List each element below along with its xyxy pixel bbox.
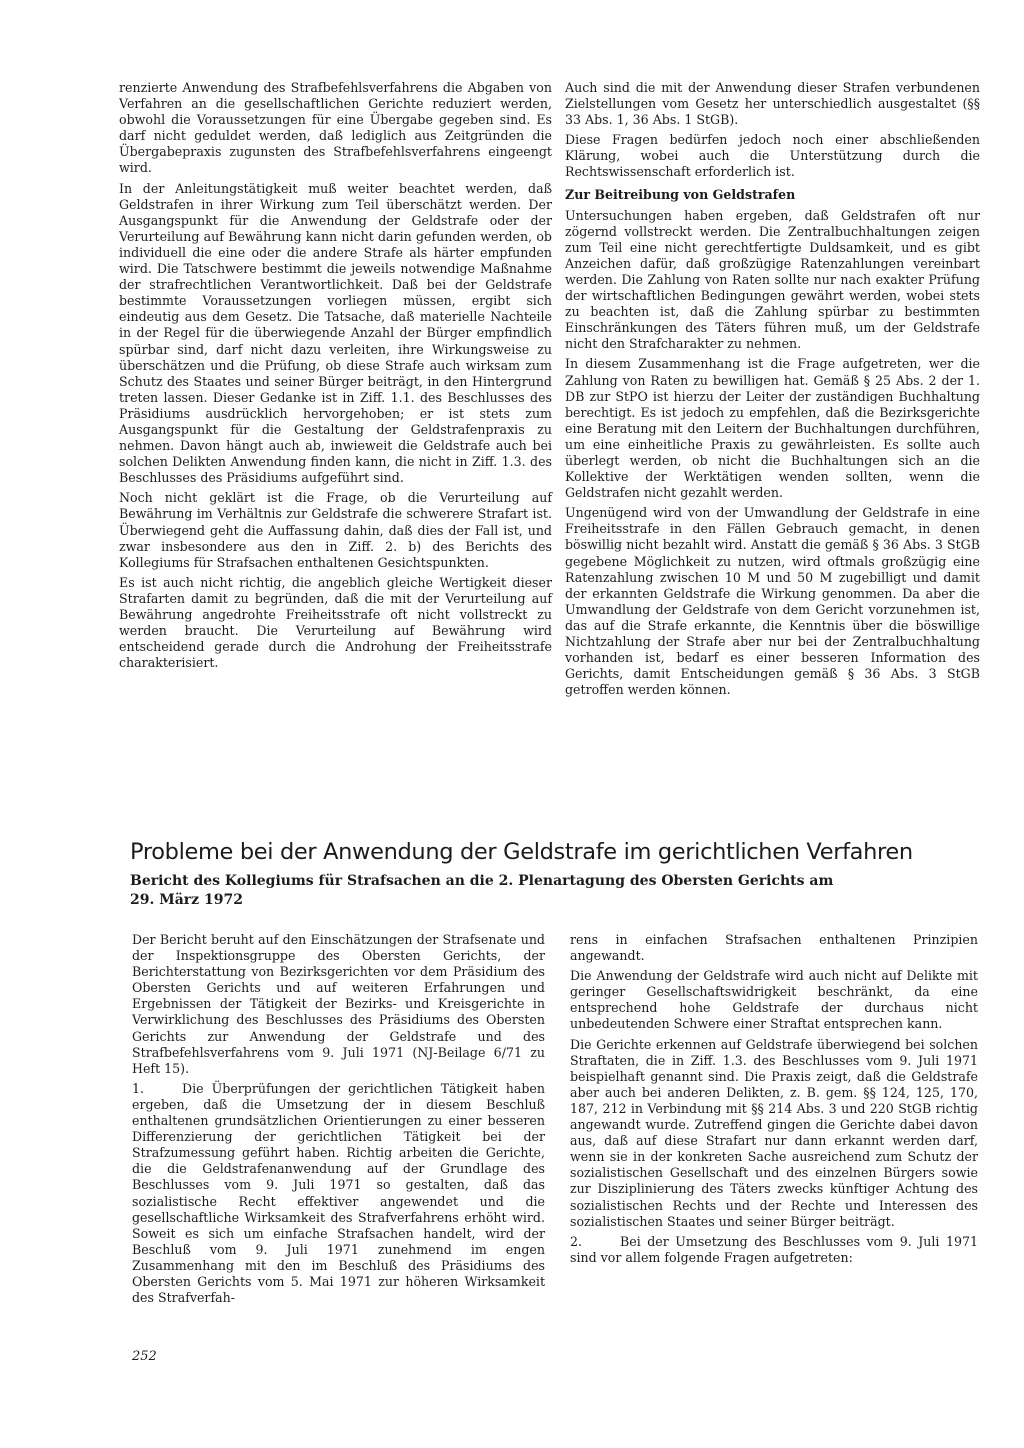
top-left-column <box>119 80 552 671</box>
section-1-paragraph <box>132 1081 545 1306</box>
section-2-paragraph <box>570 1234 978 1266</box>
paragraph: Untersuchungen haben ergeben, daß Geldstrafen oft nur zögernd vollstreckt werden. Die Zentralbuchhaltungen zeigen zum Teil eine nicht gerechtfertigte Duldsamkeit, und es gibt Anzeichen dafür, daß großzügige Ratenzahlungen vereinbart werden. Die Zahlung von Raten sollte nur nach exakter Prüfung der wirtschaftlichen Bedingungen gewährt werden, wobei stets zu beachten ist, daß die Zahlung spürbar zu bestimmten Einschränkungen des Täters führen muß, um der Geldstrafe nicht den Strafcharakter zu nehmen. <box>565 207 980 352</box>
bottom-right-column <box>570 932 978 1266</box>
article-title: Probleme bei der Anwendung der Geldstrafe im gerichtlichen Verfahren <box>130 839 913 865</box>
section-heading: Zur Beitreibung von Geldstrafen <box>565 186 796 202</box>
paragraph: In der Anleitungstätigkeit muß weiter beachtet werden, daß Geldstrafen in ihrer Wirkung zum Teil überschätzt werden. Der Ausgangspunkt für die Anwendung der Geldstrafe oder der Verurteilung auf Bewährung kann nicht darin gefunden werden, ob individuell die eine oder die andere Strafe als härter empfunden wird. Die Tatschwere bestimmt die jeweils notwendige Maßnahme der strafrechtlichen Verantwortlichkeit. Daß bei der Geldstrafe bestimmte Voraussetzungen vorliegen müssen, ergibt sich eindeutig aus dem Gesetz. Die Tatsache, daß materielle Nachteile in der Regel für die überwiegende Anzahl der Bürger empfindlich spürbar sind, darf nicht dazu verleiten, ihre Wirkungsweise zu überschätzen und die Prüfung, ob diese Strafe auch wirksam zum Schutz des Staates und seiner Bürger beiträgt, in den Hintergrund treten lassen. Dieser Gedanke ist in Ziff. 1.1. des Beschlusses des Präsidiums ausdrücklich hervorgehoben; er ist stets zum Ausgangspunkt für die Gestaltung der Geldstrafenpraxis zu nehmen. Davon hängt auch ab, inwieweit die Geldstrafe auch bei solchen Delikten Anwendung finden kann, die nicht in Ziff. 1.3. des Beschlusses des Präsidiums aufgeführt sind. <box>119 180 552 486</box>
paragraph: Die Anwendung der Geldstrafe wird auch nicht auf Delikte mit geringer Gesellschaftswidrigkeit beschränkt, da eine entsprechend hohe Geldstrafe der durchaus nicht unbedeutenden Schwere einer Straftat entsprechen kann. <box>570 968 978 1032</box>
section-1-number: 1. <box>132 1080 145 1096</box>
paragraph: Es ist auch nicht richtig, die angeblich gleiche Wertigkeit dieser Strafarten damit zu begründen, daß die mit der Verurteilung auf Bewährung angedrohte Freiheitsstrafe oft nicht vollstreckt zu werden braucht. Die Verurteilung auf Bewährung wird entscheidend gerade durch die Androhung der Freiheitsstrafe charakterisiert. <box>119 574 552 671</box>
section-1-text: Die Überprüfungen der gerichtlichen Tätigkeit haben ergeben, daß die Umsetzung der in diesem Beschluß enthaltenen grundsätzlichen Orientierungen zu einer besseren Differenzierung der gerichtlichen Tätigkeit bei der Strafzumessung geführt haben. Richtig arbeiten die Gerichte, die die Geldstrafenanwendung auf der Grundlage des Beschlusses vom 9. Juli 1971 so gestalten, daß das sozialistische Recht effektiver angewendet und die gesellschaftliche Wirksamkeit des Strafverfahrens erhöht wird. Soweit es sich um einfache Strafsachen handelt, wird der Beschluß vom 9. Juli 1971 zunehmend im engen Zusammenhang mit den im Beschluß des Präsidiums des Obersten Gerichts vom 5. Mai 1971 zur höheren Wirksamkeit des Strafverfah- <box>132 1080 545 1306</box>
section-2-text: Bei der Umsetzung des Beschlusses vom 9. Juli 1971 sind vor allem folgende Fragen aufgetreten: <box>570 1233 978 1265</box>
paragraph: Ungenügend wird von der Umwandlung der Geldstrafe in eine Freiheitsstrafe in den Fällen Gebrauch gemacht, in denen böswillig nicht bezahlt wird. Anstatt die gemäß § 36 Abs. 3 StGB gegebene Möglichkeit zu nutzen, wird oftmals großzügig eine Ratenzahlung zwischen 10 M und 50 M zugebilligt und damit der erkannten Geldstrafe die Wirkung genommen. Da aber die Umwandlung der Geldstrafe von dem Gericht vorzunehmen ist, das auf die Strafe erkannte, die Kenntnis über die böswillige Nichtzahlung der Strafe aber nur bei der Zentralbuchhaltung vorhanden ist, bedarf es einer besseren Information des Gerichts, damit Entscheidungen gemäß § 36 Abs. 3 StGB getroffen werden können. <box>565 505 980 698</box>
paragraph: renzierte Anwendung des Strafbefehlsverfahrens die Abgaben von Verfahren an die gesellschaftlichen Gerichte reduziert werden, obwohl die Voraussetzungen für eine Übergabe gegeben sind. Es darf nicht geduldet werden, daß lediglich aus Zeitgründen die Übergabepraxis zugunsten des Strafbefehlsverfahrens eingeengt wird. <box>119 80 552 176</box>
article-subtitle: Bericht des Kollegiums für Strafsachen an die 2. Plenartagung des Obersten Gerichts am 29. März 1972 <box>130 873 834 908</box>
page-number: 252 <box>132 1349 157 1364</box>
paragraph: rens in einfachen Strafsachen enthaltenen Prinzipien angewandt. <box>570 932 978 964</box>
paragraph: Diese Fragen bedürfen jedoch noch einer abschließenden Klärung, wobei auch die Unterstützung durch die Rechtswissenschaft erforderlich ist. <box>565 132 980 180</box>
top-right-column <box>565 80 980 698</box>
paragraph: Auch sind die mit der Anwendung dieser Strafen verbundenen Zielstellungen vom Gesetz her unterschiedlich ausgestaltet (§§ 33 Abs. 1, 36 Abs. 1 StGB). <box>565 80 980 128</box>
paragraph: In diesem Zusammenhang ist die Frage aufgetreten, wer die Zahlung von Raten zu bewilligen hat. Gemäß § 25 Abs. 2 der 1. DB zur StPO ist hierzu der Leiter der zuständigen Buchhaltung berechtigt. Es ist jedoch zu empfehlen, daß die Bezirksgerichte eine Beratung mit den Leitern der Buchhaltungen durchführen, um eine einheitliche Praxis zu gewährleisten. Es sollte auch überlegt werden, ob nicht die Buchhaltungen sich an die Kollektive der Werktätigen wenden sollten, wenn die Geldstrafen nicht gezahlt werden. <box>565 356 980 501</box>
paragraph: Noch nicht geklärt ist die Frage, ob die Verurteilung auf Bewährung im Verhältnis zur Geldstrafe die schwerere Strafart ist. Überwiegend geht die Auffassung dahin, daß dies der Fall ist, und zwar insbesondere aus den in Ziff. 2. b) des Berichts des Kollegiums für Strafsachen enthaltenen Gesichtspunkten. <box>119 490 552 570</box>
section-2-number: 2. <box>570 1233 583 1249</box>
bottom-left-column <box>132 932 545 1306</box>
paragraph: Die Gerichte erkennen auf Geldstrafe überwiegend bei solchen Straftaten, die in Ziff. 1.3. des Beschlusses vom 9. Juli 1971 beispielhaft genannt sind. Die Praxis zeigt, daß die Geldstrafe aber auch bei anderen Delikten, z. B. gem. §§ 124, 125, 170, 187, 212 in Verbindung mit §§ 214 Abs. 3 und 220 StGB richtig angewandt wurde. Zutreffend gingen die Gerichte dabei davon aus, daß auf diese Strafart nur dann erkannt werden darf, wenn sie in der konkreten Sache ausreichend zum Schutz der sozialistischen Gesellschaft und des einzelnen Bürgers sowie zur Disziplinierung des Täters zwecks künftiger Achtung des sozialistischen Rechts und der Rechte und Interessen des sozialistischen Staates und seiner Bürger beiträgt. <box>570 1036 978 1229</box>
intro-paragraph: Der Bericht beruht auf den Einschätzungen der Strafsenate und der Inspektionsgruppe des Obersten Gerichts, der Berichterstattung von Bezirksgerichten vor dem Präsidium des Obersten Gerichts und auf weiteren Erfahrungen und Ergebnissen der Tätigkeit der Bezirks- und Kreisgerichte in Verwirklichung des Beschlusses des Präsidiums des Obersten Gerichts zur Anwendung der Geldstrafe und des Strafbefehlsverfahrens vom 9. Juli 1971 (NJ-Beilage 6/71 zu Heft 15). <box>132 932 545 1076</box>
